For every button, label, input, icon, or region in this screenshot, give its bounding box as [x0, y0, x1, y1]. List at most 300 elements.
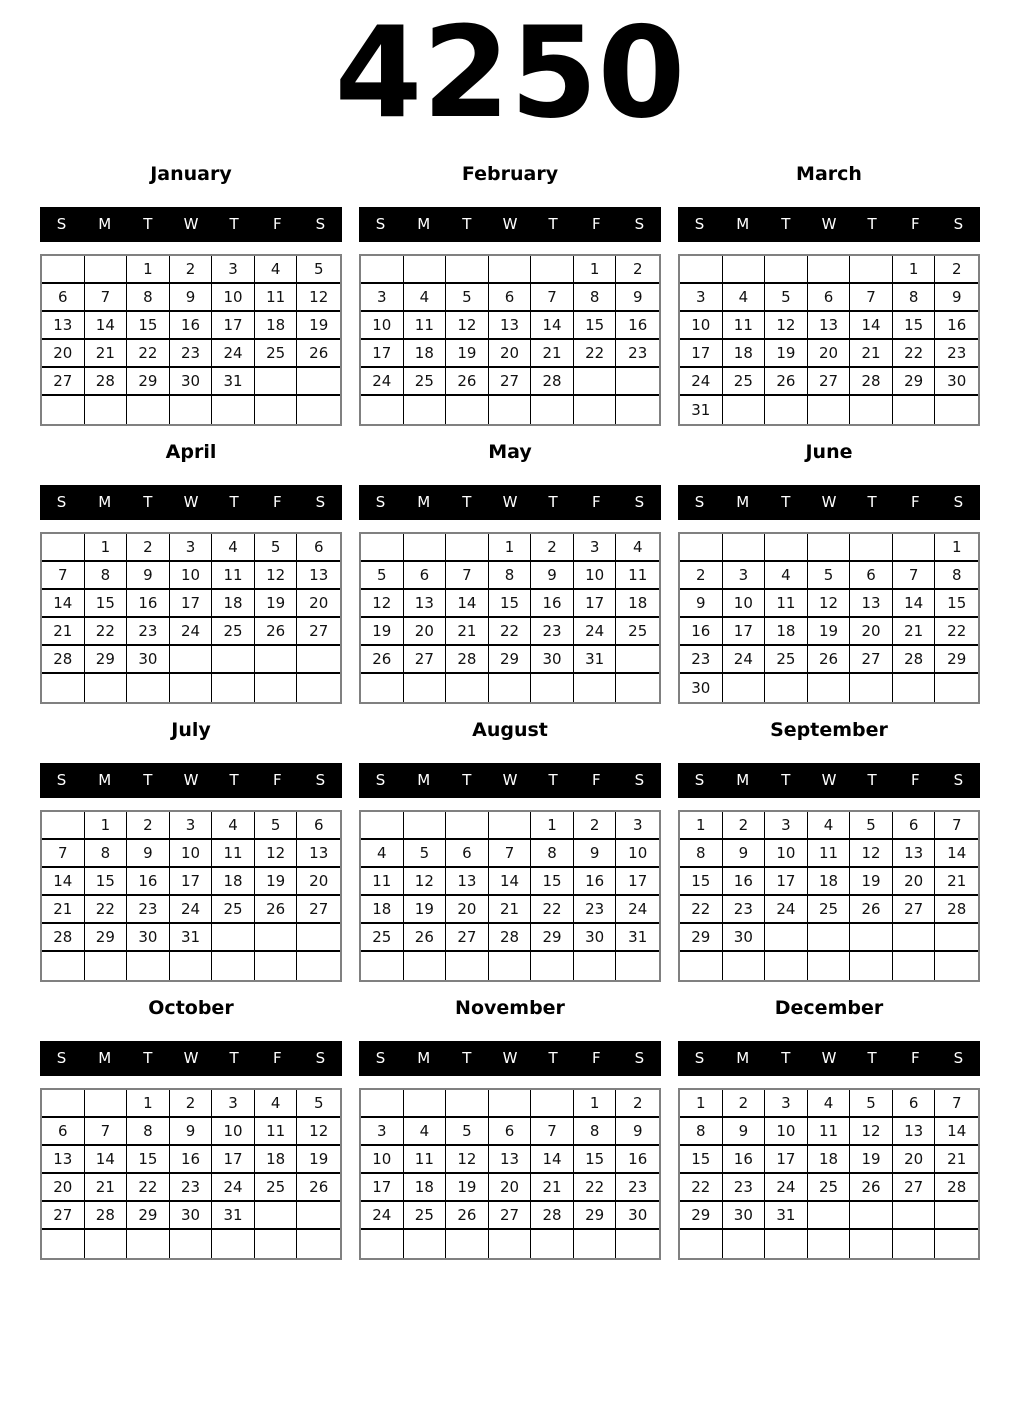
empty-day-cell: [85, 396, 128, 424]
day-cell: 25: [723, 368, 766, 396]
day-cell: 14: [531, 1146, 574, 1174]
day-cell: 8: [574, 284, 617, 312]
month-name: November: [455, 996, 565, 1019]
day-cell: 23: [935, 340, 978, 368]
day-cell: 18: [361, 896, 404, 924]
dow-label: F: [272, 1049, 282, 1068]
month-block: [678, 997, 980, 1260]
day-cell: 7: [446, 562, 489, 590]
day-cell: 27: [42, 368, 85, 396]
empty-day-cell: [531, 674, 574, 702]
empty-day-cell: [850, 674, 893, 702]
day-cell: 6: [489, 1118, 532, 1146]
month-grid: [678, 254, 980, 426]
day-cell: 22: [574, 1174, 617, 1202]
day-cell: 12: [255, 562, 298, 590]
day-cell: 23: [127, 618, 170, 646]
day-cell: 20: [297, 868, 340, 896]
day-cell: 16: [723, 868, 766, 896]
empty-day-cell: [255, 396, 298, 424]
dow-label: T: [867, 1049, 877, 1068]
empty-day-cell: [361, 812, 404, 840]
day-cell: 11: [404, 1146, 447, 1174]
month-block: [359, 997, 661, 1260]
empty-day-cell: [361, 256, 404, 284]
dow-label: F: [272, 215, 282, 234]
day-cell: 3: [616, 812, 659, 840]
dow-header: [678, 207, 980, 242]
day-cell: 23: [574, 896, 617, 924]
dow-label: M: [417, 493, 431, 512]
day-cell: 5: [255, 534, 298, 562]
dow-label: T: [781, 771, 791, 790]
empty-day-cell: [255, 924, 298, 952]
dow-header: [40, 763, 342, 798]
dow-label: W: [821, 1049, 837, 1068]
day-cell: 27: [808, 368, 851, 396]
day-cell: 15: [893, 312, 936, 340]
empty-day-cell: [893, 396, 936, 424]
day-cell: 11: [212, 562, 255, 590]
dow-label: T: [462, 493, 472, 512]
day-cell: 20: [893, 1146, 936, 1174]
empty-day-cell: [170, 1230, 213, 1258]
day-cell: 8: [85, 562, 128, 590]
empty-day-cell: [531, 396, 574, 424]
empty-day-cell: [489, 952, 532, 980]
year-title: 4250: [334, 0, 686, 146]
empty-day-cell: [212, 674, 255, 702]
day-cell: 26: [808, 646, 851, 674]
empty-day-cell: [935, 1202, 978, 1230]
day-cell: 27: [489, 1202, 532, 1230]
month-block: [40, 719, 342, 982]
empty-day-cell: [574, 1230, 617, 1258]
month-name: July: [171, 718, 211, 741]
month-grid: [678, 810, 980, 982]
day-cell: 31: [212, 368, 255, 396]
dow-label: T: [781, 215, 791, 234]
day-cell: 9: [127, 562, 170, 590]
dow-label: T: [462, 1049, 472, 1068]
day-cell: 22: [574, 340, 617, 368]
dow-label: F: [910, 771, 920, 790]
empty-day-cell: [723, 534, 766, 562]
day-cell: 27: [42, 1202, 85, 1230]
day-cell: 1: [893, 256, 936, 284]
empty-day-cell: [765, 1230, 808, 1258]
empty-day-cell: [680, 1230, 723, 1258]
day-cell: 1: [85, 812, 128, 840]
day-cell: 25: [404, 1202, 447, 1230]
day-cell: 17: [765, 1146, 808, 1174]
dow-label: T: [143, 771, 153, 790]
dow-label: F: [591, 771, 601, 790]
day-cell: 8: [85, 840, 128, 868]
empty-day-cell: [404, 1090, 447, 1118]
day-cell: 25: [404, 368, 447, 396]
month-block: [40, 163, 342, 426]
empty-day-cell: [404, 534, 447, 562]
dow-label: S: [56, 1049, 67, 1068]
empty-day-cell: [808, 674, 851, 702]
day-cell: 2: [723, 812, 766, 840]
dow-label: S: [953, 1049, 964, 1068]
day-cell: 2: [723, 1090, 766, 1118]
dow-label: S: [375, 215, 386, 234]
dow-label: W: [821, 771, 837, 790]
month-grid: [359, 1088, 661, 1260]
day-cell: 21: [935, 868, 978, 896]
dow-label: S: [56, 215, 67, 234]
day-cell: 27: [893, 1174, 936, 1202]
month-grid: [678, 532, 980, 704]
empty-day-cell: [680, 256, 723, 284]
month-grid: [40, 254, 342, 426]
day-cell: 15: [574, 1146, 617, 1174]
day-cell: 12: [255, 840, 298, 868]
empty-day-cell: [489, 396, 532, 424]
empty-day-cell: [893, 924, 936, 952]
day-cell: 14: [42, 868, 85, 896]
month-name: April: [165, 440, 217, 463]
day-cell: 14: [446, 590, 489, 618]
day-cell: 11: [723, 312, 766, 340]
day-cell: 28: [850, 368, 893, 396]
day-cell: 28: [85, 1202, 128, 1230]
day-cell: 16: [616, 1146, 659, 1174]
empty-day-cell: [42, 812, 85, 840]
day-cell: 8: [531, 840, 574, 868]
day-cell: 18: [212, 868, 255, 896]
dow-label: S: [375, 493, 386, 512]
day-cell: 9: [170, 1118, 213, 1146]
dow-label: T: [548, 493, 558, 512]
day-cell: 19: [808, 618, 851, 646]
empty-day-cell: [935, 952, 978, 980]
day-cell: 15: [127, 1146, 170, 1174]
day-cell: 14: [935, 840, 978, 868]
day-cell: 24: [765, 1174, 808, 1202]
empty-day-cell: [765, 396, 808, 424]
dow-label: S: [694, 771, 705, 790]
empty-day-cell: [42, 1230, 85, 1258]
day-cell: 21: [489, 896, 532, 924]
dow-label: M: [736, 1049, 750, 1068]
day-cell: 18: [255, 312, 298, 340]
day-cell: 13: [297, 562, 340, 590]
day-cell: 5: [297, 256, 340, 284]
day-cell: 21: [85, 340, 128, 368]
empty-day-cell: [531, 256, 574, 284]
day-cell: 8: [680, 1118, 723, 1146]
day-cell: 20: [489, 1174, 532, 1202]
empty-day-cell: [85, 1090, 128, 1118]
dow-label: M: [417, 1049, 431, 1068]
month-grid: [40, 1088, 342, 1260]
day-cell: 22: [85, 618, 128, 646]
day-cell: 23: [531, 618, 574, 646]
dow-label: T: [229, 493, 239, 512]
empty-day-cell: [42, 952, 85, 980]
day-cell: 22: [489, 618, 532, 646]
day-cell: 18: [808, 1146, 851, 1174]
dow-label: F: [591, 493, 601, 512]
month-name: December: [774, 996, 884, 1019]
day-cell: 17: [212, 1146, 255, 1174]
day-cell: 19: [850, 1146, 893, 1174]
day-cell: 17: [212, 312, 255, 340]
day-cell: 3: [723, 562, 766, 590]
day-cell: 4: [808, 1090, 851, 1118]
empty-day-cell: [808, 534, 851, 562]
day-cell: 23: [170, 340, 213, 368]
day-cell: 3: [680, 284, 723, 312]
day-cell: 28: [489, 924, 532, 952]
day-cell: 17: [616, 868, 659, 896]
day-cell: 15: [85, 590, 128, 618]
empty-day-cell: [127, 396, 170, 424]
day-cell: 27: [297, 618, 340, 646]
day-cell: 1: [680, 812, 723, 840]
empty-day-cell: [42, 256, 85, 284]
day-cell: 18: [616, 590, 659, 618]
month-grid: [359, 532, 661, 704]
day-cell: 25: [361, 924, 404, 952]
dow-label: S: [634, 771, 645, 790]
day-cell: 18: [404, 340, 447, 368]
day-cell: 28: [893, 646, 936, 674]
day-cell: 15: [574, 312, 617, 340]
day-cell: 5: [808, 562, 851, 590]
day-cell: 30: [935, 368, 978, 396]
day-cell: 10: [765, 840, 808, 868]
day-cell: 5: [850, 1090, 893, 1118]
day-cell: 20: [42, 340, 85, 368]
day-cell: 23: [723, 896, 766, 924]
day-cell: 15: [680, 1146, 723, 1174]
day-cell: 25: [255, 1174, 298, 1202]
day-cell: 17: [361, 340, 404, 368]
day-cell: 1: [85, 534, 128, 562]
empty-day-cell: [765, 952, 808, 980]
day-cell: 2: [170, 1090, 213, 1118]
empty-day-cell: [489, 674, 532, 702]
day-cell: 7: [935, 812, 978, 840]
dow-label: S: [375, 771, 386, 790]
day-cell: 17: [574, 590, 617, 618]
day-cell: 7: [489, 840, 532, 868]
day-cell: 14: [42, 590, 85, 618]
day-cell: 30: [127, 646, 170, 674]
day-cell: 25: [212, 618, 255, 646]
day-cell: 10: [574, 562, 617, 590]
empty-day-cell: [808, 396, 851, 424]
day-cell: 29: [680, 1202, 723, 1230]
month-block: [359, 719, 661, 982]
empty-day-cell: [127, 1230, 170, 1258]
empty-day-cell: [42, 1090, 85, 1118]
dow-header: [359, 485, 661, 520]
day-cell: 6: [404, 562, 447, 590]
dow-label: T: [462, 215, 472, 234]
day-cell: 13: [850, 590, 893, 618]
dow-label: S: [315, 215, 326, 234]
day-cell: 24: [765, 896, 808, 924]
empty-day-cell: [531, 1230, 574, 1258]
day-cell: 21: [85, 1174, 128, 1202]
day-cell: 14: [935, 1118, 978, 1146]
dow-label: W: [821, 493, 837, 512]
day-cell: 23: [616, 340, 659, 368]
dow-label: T: [229, 771, 239, 790]
month-block: [678, 163, 980, 426]
dow-label: S: [56, 771, 67, 790]
empty-day-cell: [212, 924, 255, 952]
empty-day-cell: [446, 812, 489, 840]
day-cell: 25: [765, 646, 808, 674]
day-cell: 23: [723, 1174, 766, 1202]
empty-day-cell: [574, 396, 617, 424]
day-cell: 7: [850, 284, 893, 312]
dow-label: T: [143, 1049, 153, 1068]
empty-day-cell: [935, 674, 978, 702]
dow-label: T: [143, 493, 153, 512]
day-cell: 7: [531, 284, 574, 312]
day-cell: 11: [255, 1118, 298, 1146]
day-cell: 10: [212, 1118, 255, 1146]
day-cell: 3: [765, 1090, 808, 1118]
month-name: October: [148, 996, 234, 1019]
day-cell: 13: [489, 312, 532, 340]
empty-day-cell: [297, 368, 340, 396]
empty-day-cell: [893, 674, 936, 702]
dow-label: T: [867, 215, 877, 234]
dow-label: F: [272, 771, 282, 790]
day-cell: 22: [127, 340, 170, 368]
dow-header: [678, 485, 980, 520]
month-block: [678, 441, 980, 704]
day-cell: 2: [616, 1090, 659, 1118]
day-cell: 3: [574, 534, 617, 562]
day-cell: 20: [297, 590, 340, 618]
day-cell: 14: [85, 1146, 128, 1174]
day-cell: 9: [723, 840, 766, 868]
empty-day-cell: [808, 1202, 851, 1230]
empty-day-cell: [361, 952, 404, 980]
empty-day-cell: [893, 1202, 936, 1230]
day-cell: 27: [446, 924, 489, 952]
empty-day-cell: [808, 952, 851, 980]
day-cell: 10: [361, 312, 404, 340]
day-cell: 7: [85, 1118, 128, 1146]
day-cell: 28: [531, 1202, 574, 1230]
empty-day-cell: [808, 1230, 851, 1258]
month-block: [359, 163, 661, 426]
day-cell: 9: [723, 1118, 766, 1146]
day-cell: 17: [170, 868, 213, 896]
day-cell: 27: [850, 646, 893, 674]
day-cell: 23: [616, 1174, 659, 1202]
day-cell: 15: [680, 868, 723, 896]
day-cell: 19: [446, 340, 489, 368]
month-name: May: [488, 440, 532, 463]
day-cell: 13: [42, 1146, 85, 1174]
empty-day-cell: [404, 952, 447, 980]
empty-day-cell: [297, 396, 340, 424]
day-cell: 6: [893, 1090, 936, 1118]
day-cell: 1: [574, 1090, 617, 1118]
day-cell: 12: [297, 1118, 340, 1146]
day-cell: 24: [723, 646, 766, 674]
empty-day-cell: [893, 952, 936, 980]
day-cell: 16: [127, 590, 170, 618]
empty-day-cell: [765, 256, 808, 284]
day-cell: 6: [850, 562, 893, 590]
day-cell: 6: [808, 284, 851, 312]
day-cell: 28: [85, 368, 128, 396]
month-block: [40, 997, 342, 1260]
day-cell: 10: [680, 312, 723, 340]
day-cell: 1: [935, 534, 978, 562]
empty-day-cell: [489, 1090, 532, 1118]
month-name: January: [150, 162, 232, 185]
dow-label: T: [781, 493, 791, 512]
day-cell: 2: [127, 812, 170, 840]
empty-day-cell: [297, 1202, 340, 1230]
day-cell: 29: [85, 924, 128, 952]
day-cell: 2: [616, 256, 659, 284]
day-cell: 18: [404, 1174, 447, 1202]
empty-day-cell: [808, 256, 851, 284]
day-cell: 21: [850, 340, 893, 368]
day-cell: 4: [404, 284, 447, 312]
day-cell: 7: [42, 840, 85, 868]
empty-day-cell: [85, 674, 128, 702]
day-cell: 3: [765, 812, 808, 840]
day-cell: 30: [680, 674, 723, 702]
dow-header: [678, 1041, 980, 1076]
empty-day-cell: [404, 674, 447, 702]
dow-label: S: [694, 493, 705, 512]
dow-label: F: [910, 1049, 920, 1068]
day-cell: 29: [85, 646, 128, 674]
day-cell: 26: [404, 924, 447, 952]
day-cell: 28: [531, 368, 574, 396]
day-cell: 3: [212, 1090, 255, 1118]
month-grid: [40, 532, 342, 704]
day-cell: 29: [489, 646, 532, 674]
day-cell: 20: [893, 868, 936, 896]
empty-day-cell: [404, 812, 447, 840]
day-cell: 29: [893, 368, 936, 396]
day-cell: 3: [170, 534, 213, 562]
day-cell: 18: [808, 868, 851, 896]
day-cell: 4: [404, 1118, 447, 1146]
empty-day-cell: [574, 368, 617, 396]
empty-day-cell: [255, 368, 298, 396]
day-cell: 11: [808, 1118, 851, 1146]
day-cell: 29: [935, 646, 978, 674]
dow-header: [40, 207, 342, 242]
dow-label: T: [548, 215, 558, 234]
day-cell: 7: [531, 1118, 574, 1146]
day-cell: 1: [531, 812, 574, 840]
empty-day-cell: [42, 534, 85, 562]
day-cell: 21: [935, 1146, 978, 1174]
empty-day-cell: [297, 1230, 340, 1258]
day-cell: 28: [935, 1174, 978, 1202]
